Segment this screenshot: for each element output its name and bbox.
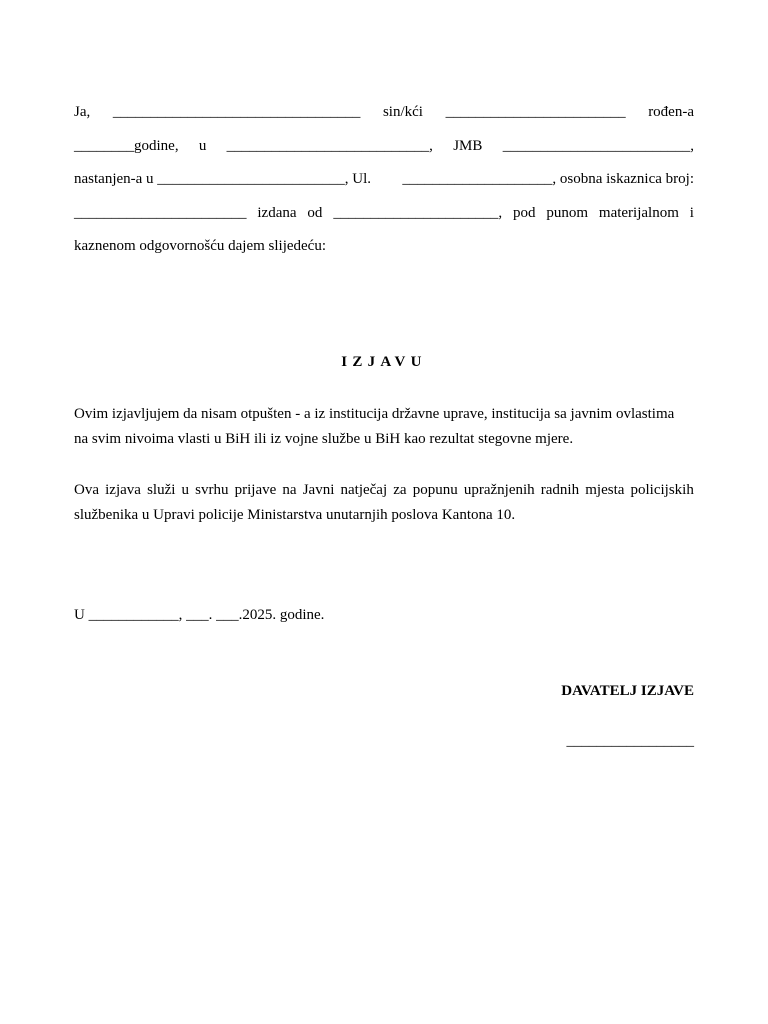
blank-birthplace: ___________________________,: [226, 138, 433, 154]
paragraph-word: prijave: [234, 482, 277, 498]
paragraph-text: Ovim izjavljujem da nisam otpušten - a iz institucija državne uprave, institucija sa javnim ovlastima: [74, 406, 675, 422]
intro-word: Ja,: [74, 104, 91, 120]
intro-word: materijalnom: [598, 205, 679, 221]
blank-parent: ________________________: [445, 104, 626, 120]
paragraph-word: u: [181, 482, 190, 498]
signature-line: _________________: [566, 733, 694, 749]
paragraph-word: natječaj: [340, 482, 388, 498]
blank-issued-by: ______________________,: [333, 205, 503, 221]
paragraph-word: izjava: [105, 482, 141, 498]
intro-segment: nastanjen-a u _________________________, Ul.: [74, 171, 372, 187]
blank-id-number: _______________________: [74, 205, 247, 221]
paragraph-word: popunu: [412, 482, 458, 498]
blank-jmb: _________________________,: [502, 138, 694, 154]
document-title: IZJAVU: [341, 354, 427, 370]
blank-name: _________________________________: [112, 104, 361, 120]
intro-word: rođen-a: [648, 104, 694, 120]
intro-word: i: [689, 205, 694, 221]
blank-year: ________godine,: [74, 138, 179, 154]
paragraph-word: Javni: [302, 482, 335, 498]
signature-label: DAVATELJ IZJAVE: [561, 683, 694, 699]
paragraph-2-line-1: [74, 481, 694, 499]
intro-word: punom: [546, 205, 589, 221]
intro-word: u: [198, 138, 207, 154]
intro-line-2: [74, 137, 694, 155]
intro-line-1: [74, 103, 694, 121]
paragraph-word: svrhu: [195, 482, 229, 498]
paragraph-word: mjesta: [585, 482, 625, 498]
intro-line-3: [74, 170, 694, 188]
intro-line-4: [74, 204, 694, 222]
paragraph-word: Ova: [74, 482, 99, 498]
paragraph-word: za: [393, 482, 407, 498]
paragraph-word: služi: [147, 482, 176, 498]
paragraph-2-line-2: službenika u Upravi policije Ministarstva unutarnjih poslova Kantona 10.: [74, 507, 516, 523]
paragraph-word: radnih: [540, 482, 580, 498]
intro-word: pod: [512, 205, 536, 221]
paragraph-1-line-2: na svim nivoima vlasti u BiH ili iz vojne službe u BiH kao rezultat stegovne mjere.: [74, 431, 574, 447]
intro-line-5: kaznenom odgovornošću dajem slijedeću:: [74, 238, 327, 254]
intro-word: od: [307, 205, 323, 221]
intro-segment: ____________________, osobna iskaznica broj:: [402, 171, 694, 187]
intro-word: JMB: [453, 138, 483, 154]
place-date-line: U ____________, ___. ___.2025. godine.: [74, 607, 325, 623]
paragraph-word: upražnjenih: [463, 482, 535, 498]
intro-word: sin/kći: [382, 104, 423, 120]
paragraph-word: policijskih: [630, 482, 694, 498]
paragraph-word: na: [282, 482, 297, 498]
intro-word: izdana: [257, 205, 297, 221]
paragraph-1-line-1: [74, 405, 694, 423]
